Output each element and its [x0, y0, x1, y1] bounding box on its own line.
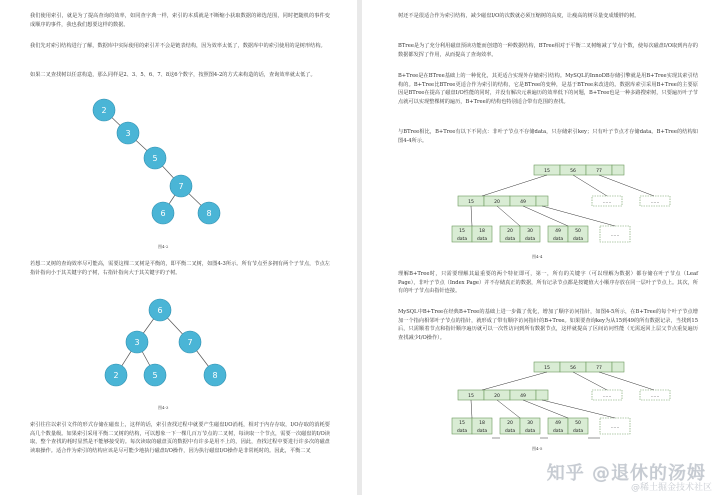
- svg-text:18: 18: [479, 421, 485, 426]
- fig44-mid-pointer: [536, 196, 548, 206]
- figure-caption-4-2: 图4-2: [158, 244, 169, 249]
- svg-text:56: 56: [570, 169, 576, 174]
- svg-text:......: ......: [650, 200, 660, 205]
- bplus-tree-figure-4-4: [452, 165, 670, 242]
- tree2-label-2: 3: [134, 338, 140, 347]
- tree1-label-3: 5: [152, 154, 158, 163]
- svg-text:49: 49: [520, 394, 526, 399]
- figure-caption-4-5: 图4-5: [532, 446, 543, 451]
- right-paragraph-5: 理解B+Tree时，只需要理解其最重要的两个特征即可，第一，所有的关键字（可以理解为数据）都存储在叶子节点（Leaf Page），非叶子节点（Index Page）并不存储真正的数据，所有记录节点都是按键值大小顺序存放在同一层叶子节点上。其次，所有的叶子节点由指针连接。: [398, 271, 698, 295]
- bplus-tree-figure-4-5: [452, 362, 670, 438]
- right-paragraph-6: MySQL中B+Tree在经典B+Tree的基础上进一步做了优化，增加了顺序访问指针，如图4-5所示，在B+Tree的每个叶子节点增加一个指向相邻叶子节点的指针，就形成了带有顺序访问指针的B+Tree。如果要查询key为从15到49的所有数据记录，当找到15后，只需顺着节点和指针顺序遍历就可以一次性访问到所有数据节点，这样就提高了区间访问性能（无需返回上层父节点重复遍历查找减少I/O操作）。: [398, 309, 698, 341]
- svg-text:data: data: [552, 237, 564, 242]
- svg-text:......: ......: [602, 200, 612, 205]
- svg-text:15: 15: [468, 200, 474, 205]
- figure-caption-4-3: 图4-3: [158, 405, 169, 410]
- svg-text:......: ......: [610, 233, 620, 238]
- svg-text:50: 50: [575, 229, 581, 234]
- watermark: 知乎 @退休的汤姆: [546, 463, 706, 484]
- svg-text:18: 18: [479, 229, 485, 234]
- watermark-sub: @稀土掘金技术社区: [630, 483, 712, 493]
- svg-text:15: 15: [544, 366, 550, 371]
- svg-text:data: data: [456, 429, 468, 434]
- tree2-label-5: 5: [152, 371, 158, 380]
- svg-text:49: 49: [555, 421, 561, 426]
- tree2-label-1: 6: [157, 306, 163, 315]
- left-page: [0, 0, 357, 495]
- svg-text:......: ......: [650, 394, 660, 399]
- svg-text:data: data: [524, 237, 536, 242]
- bplus-figures: [362, 0, 720, 495]
- svg-text:data: data: [572, 237, 584, 242]
- svg-text:20: 20: [507, 421, 513, 426]
- svg-text:50: 50: [575, 421, 581, 426]
- tree1-label-1: 2: [101, 106, 107, 115]
- svg-text:56: 56: [570, 366, 576, 371]
- svg-text:data: data: [476, 237, 488, 242]
- tree1-label-2: 3: [125, 129, 131, 138]
- left-paragraph-3: 如果二叉查找树以任意构造，那么同样是2、3、5、6、7、8这6个数字，按照图4-2的方式来构造的话，查询效率就太低了。: [30, 72, 316, 78]
- right-paragraph-1: 树还不是很适合作为索引结构，减少磁盘I/O的次数就必须压缩树的高度，让瘦高的树尽量变成矮胖的树。: [398, 13, 640, 19]
- svg-text:15: 15: [468, 394, 474, 399]
- svg-text:15: 15: [459, 421, 465, 426]
- svg-text:77: 77: [596, 366, 602, 371]
- svg-text:data: data: [524, 429, 536, 434]
- svg-text:data: data: [572, 429, 584, 434]
- tree1-label-5: 6: [160, 209, 166, 218]
- fig44-root-pointer: [612, 165, 624, 175]
- right-page: [362, 0, 720, 495]
- svg-text:data: data: [504, 237, 516, 242]
- svg-text:15: 15: [544, 169, 550, 174]
- tree2-label-3: 7: [187, 338, 193, 347]
- tree2-label-6: 8: [212, 371, 218, 380]
- tree1-label-4: 7: [178, 182, 184, 191]
- svg-text:20: 20: [494, 200, 500, 205]
- svg-text:data: data: [456, 237, 468, 242]
- svg-text:30: 30: [527, 229, 533, 234]
- tree2-label-4: 2: [113, 371, 119, 380]
- svg-text:data: data: [552, 429, 564, 434]
- svg-text:49: 49: [555, 229, 561, 234]
- svg-text:......: ......: [602, 394, 612, 399]
- left-paragraph-2: 我们先对索引结构进行了解，数据库中实际使用的索引并不会是链表结构，因为效率太低了，数据库中的索引使用的是树形结构。: [30, 43, 326, 49]
- svg-text:data: data: [476, 429, 488, 434]
- left-paragraph-1: 我们使用索引，就是为了提高查询的效率，如同查字典一样，索引的本质就是不断缩小获取数据的筛选范围，同时把随机的事件变成顺序的事件，我也我们想要这样的数据。: [30, 13, 330, 28]
- left-paragraph-4: 若想二叉树的查询效率尽可能高，需要这棵二叉树是平衡的，即平衡二叉树，如图4-3所示。所有节点至多拥有两个子节点，节点左指针指向小于其关键字的子树，右指针指向大于其关键字的子树。: [30, 261, 330, 276]
- svg-text:30: 30: [527, 421, 533, 426]
- svg-text:20: 20: [507, 229, 513, 234]
- right-paragraph-2: BTree是为了充分利用磁盘预读功能而创建的一种数据结构，BTree相对于平衡二叉树缩减了节点个数，使每次磁盘I/O取到内存的数据都发挥了作用，从而提高了查询效率。: [398, 43, 698, 58]
- svg-text:20: 20: [494, 394, 500, 399]
- right-paragraph-4: 与BTree相比，B+Tree有以下不同点：非叶子节点不存储data，只存储索引key；只有叶子节点才存储data。B+Tree的结构如图4-4所示。: [398, 129, 698, 144]
- svg-text:77: 77: [596, 169, 602, 174]
- svg-text:data: data: [504, 429, 516, 434]
- svg-text:15: 15: [459, 229, 465, 234]
- figure-caption-4-4: 图4-4: [532, 254, 543, 259]
- right-paragraph-3: B+Tree是在BTree基础上的一种优化，其更适合实现外存储索引结构。MySQL的InnoDB存储引擎就是用B+Tree实现其索引结构的。B+Tree比BTree更适合作为索引的结构，它是BTree的变种，是基于BTree来改进的。数据库索引采用B+Tree的主要原因是BTree在提高了磁盘I/O性能的同时，并没有解决元素遍历的效率低下的问题，B+Tree也是一种多路搜索树，只要遍历叶子节点就可以实现整棵树的遍历，B+Tree的结构也特别适合带有范围的查找。: [398, 73, 698, 105]
- svg-text:......: ......: [610, 425, 620, 430]
- svg-text:49: 49: [520, 200, 526, 205]
- left-paragraph-5: 索引往往以索引文件的形式存储在磁盘上，这样的话，索引查找过程中就要产生磁盘I/O消耗，相对于内存存取，I/O存取的消耗要高几个数量级。如果索引采用平衡二叉树的结构，可以想象一下一棵几百万节点的二叉树，每读取一个节点，需要一次磁盘的I/O读取，整个查找的耗时显然是不能够接受的。每次读取的磁盘页的数据中有许多是用不上的，因此，查找过程中要进行许多次的磁盘读取操作。适合作为索引的结构应该是尽可能少地执行磁盘I/O操作，因为执行磁盘I/O操作是非常耗时的。因此，平衡二叉: [30, 422, 330, 454]
- tree1-label-6: 8: [206, 209, 212, 218]
